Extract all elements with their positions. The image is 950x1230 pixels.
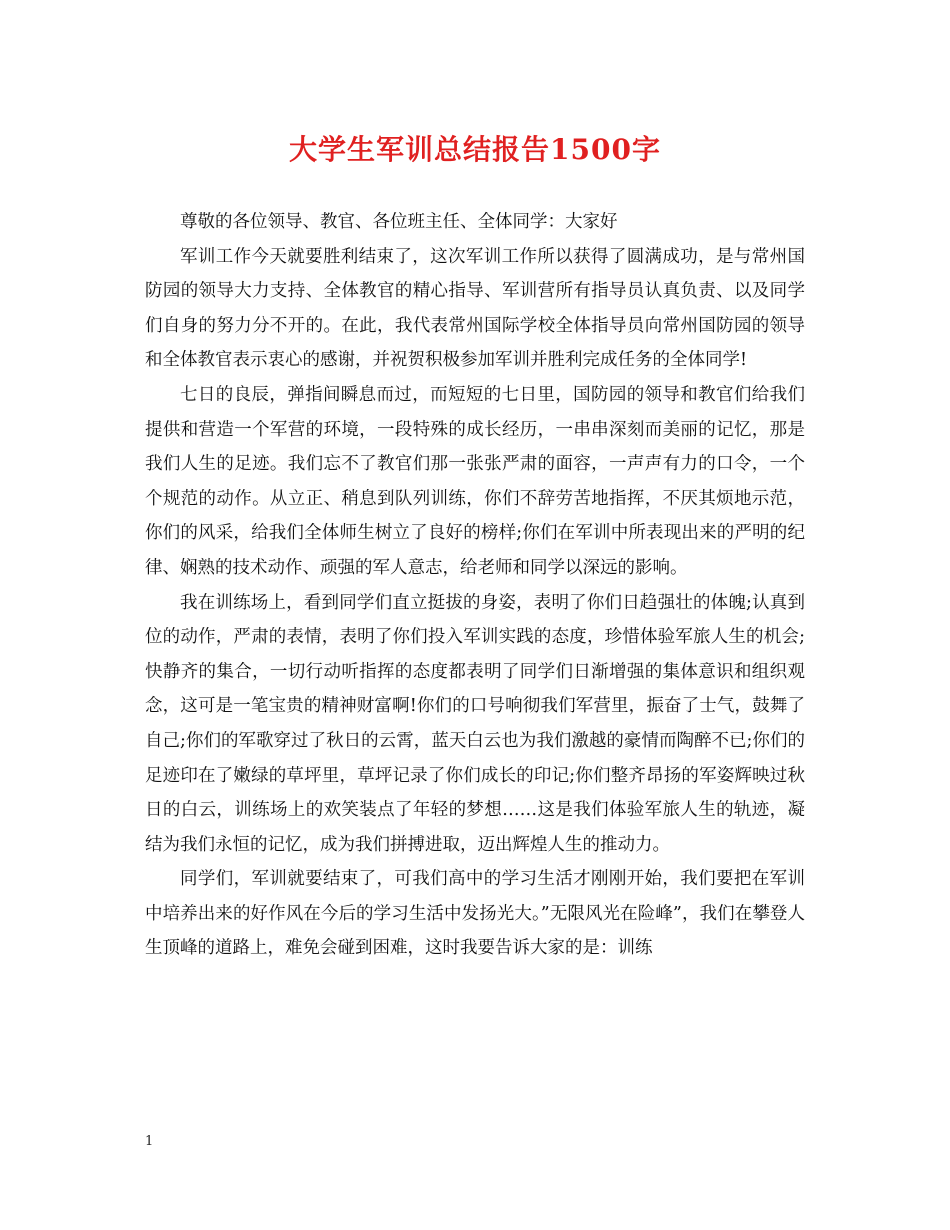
- paragraph: 军训工作今天就要胜利结束了，这次军训工作所以获得了圆满成功，是与常州国防园的领导大力支持、全体教官的精心指导、军训营所有指导员认真负责、以及同学们自身的努力分不开的。在此，我代表常州国际学校全体指导员向常州国防园的领导和全体教官表示衷心的感谢，并祝贺积极参加军训并胜利完成任务的全体同学!: [145, 246, 805, 371]
- page-number: 1: [145, 1134, 154, 1149]
- document-body: [145, 205, 805, 966]
- document-title: 大学生军训总结报告1500字: [289, 133, 661, 166]
- paragraph: 我在训练场上，看到同学们直立挺拔的身姿，表明了你们日趋强壮的体魄;认真到位的动作，严肃的表情，表明了你们投入军训实践的态度，珍惜体验军旅人生的机会;快静齐的集合，一切行动听指挥的态度都表明了同学们日渐增强的集体意识和组织观念，这可是一笔宝贵的精神财富啊!你们的口号响彻我们军营里，振奋了士气，鼓舞了自己;你们的军歌穿过了秋日的云霄，蓝天白云也为我们激越的豪情而陶醉不已;你们的足迹印在了嫩绿的草坪里，草坪记录了你们成长的印记;你们整齐昂扬的军姿辉映过秋日的白云，训练场上的欢笑装点了年轻的梦想……这是我们体验军旅人生的轨迹，凝结为我们永恒的记忆，成为我们拼搏进取，迈出辉煌人生的推动力。: [145, 592, 805, 855]
- paragraph: 同学们，军训就要结束了，可我们高中的学习生活才刚刚开始，我们要把在军训中培养出来的好作风在今后的学习生活中发扬光大。”无限风光在险峰”，我们在攀登人生顶峰的道路上，难免会碰到困难，这时我要告诉大家的是：训练: [145, 869, 805, 959]
- paragraph: 七日的良辰，弹指间瞬息而过，而短短的七日里，国防园的领导和教官们给我们提供和营造一个军营的环境，一段特殊的成长经历，一串串深刻而美丽的记忆，那是我们人生的足迹。我们忘不了教官们那一张张严肃的面容，一声声有力的口令，一个个规范的动作。从立正、稍息到队列训练，你们不辞劳苦地指挥，不厌其烦地示范，你们的风采，给我们全体师生树立了良好的榜样;你们在军训中所表现出来的严明的纪律、娴熟的技术动作、顽强的军人意志，给老师和同学以深远的影响。: [145, 384, 805, 578]
- paragraph-greeting: 尊敬的各位领导、教官、各位班主任、全体同学：大家好: [180, 212, 618, 232]
